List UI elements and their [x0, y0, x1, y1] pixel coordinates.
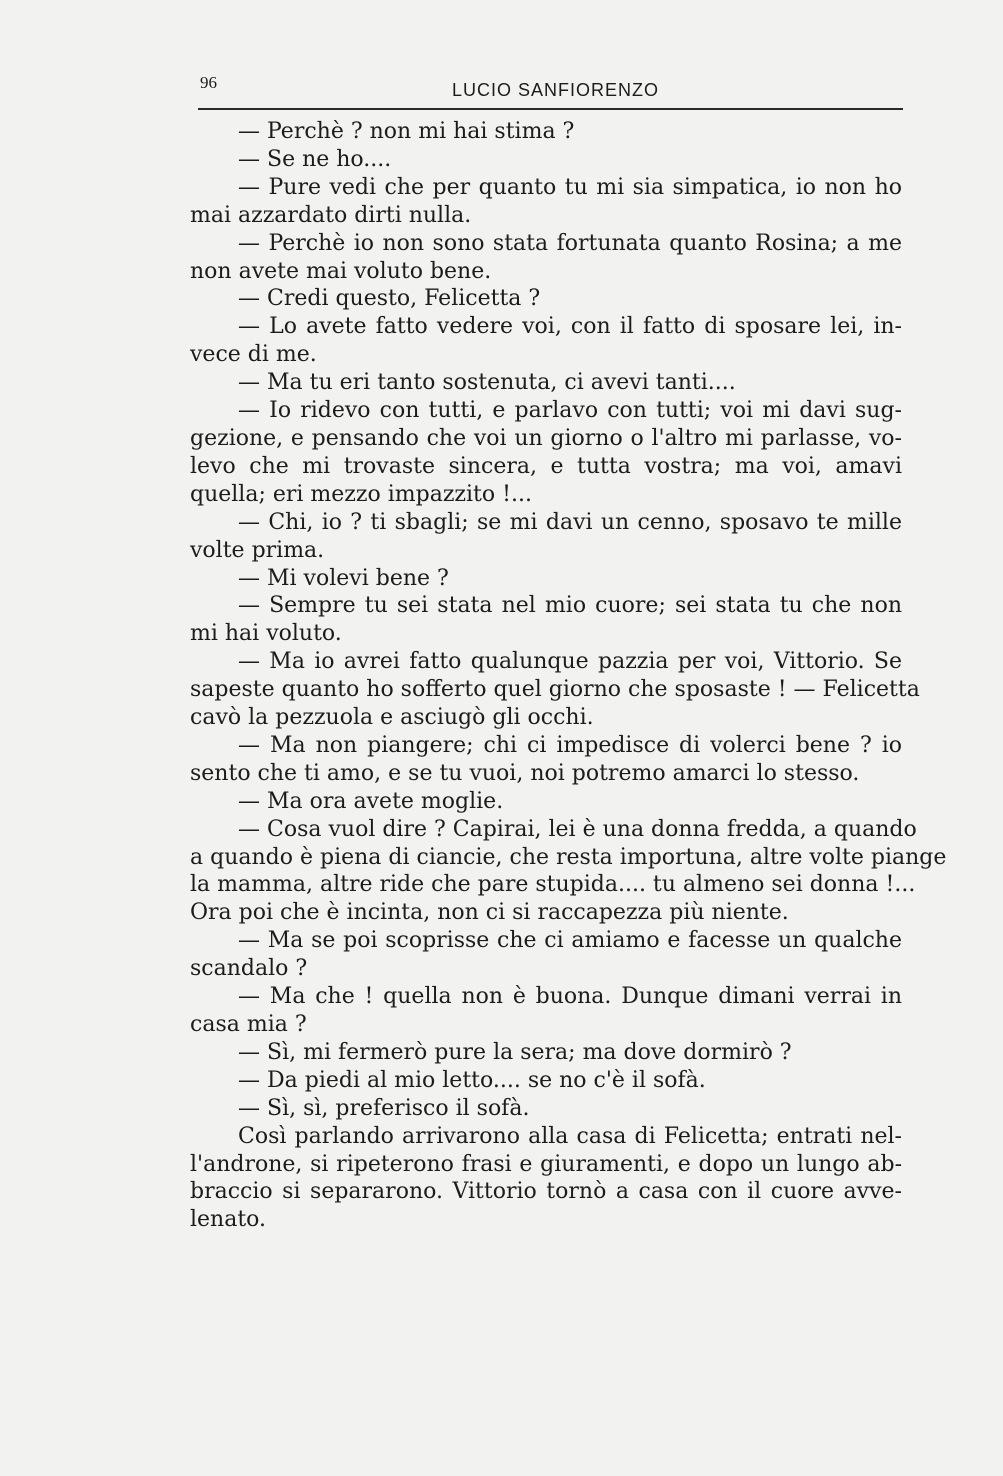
- paragraph: [190, 983, 902, 1039]
- text-line: — Sempre tu sei stata nel mio cuore; sei stata tu che non: [238, 593, 902, 619]
- text-line: a quando è piena di ciancie, che resta importuna, altre volte piange: [190, 844, 947, 870]
- text-line: Ora poi che è incinta, non ci si raccapezza più niente.: [190, 900, 789, 926]
- paragraph: [190, 313, 902, 369]
- text-line: — Sì, mi fermerò pure la sera; ma dove dormirò ?: [238, 1039, 792, 1065]
- paragraph: [190, 146, 902, 174]
- text-line: l'androne, si ripeterono frasi e giuramenti, e dopo un lungo ab-: [190, 1151, 902, 1177]
- paragraph: [190, 816, 947, 928]
- paragraph: [190, 397, 902, 509]
- text-line: — Pure vedi che per quanto tu mi sia simpatica, io non ho: [238, 174, 902, 200]
- paragraph: [190, 648, 920, 732]
- text-line: — Credi questo, Felicetta ?: [238, 286, 541, 312]
- text-line: — Perchè ? non mi hai stima ?: [238, 119, 575, 144]
- paragraph: [190, 1039, 902, 1067]
- text-line: — Ma io avrei fatto qualunque pazzia per voi, Vittorio. Se: [238, 649, 902, 675]
- text-line: — Ma non piangere; chi ci impedisce di volerci bene ? io: [238, 732, 902, 758]
- text-line: cavò la pezzuola e asciugò gli occhi.: [190, 705, 594, 731]
- text-line: non avete mai voluto bene.: [190, 258, 492, 284]
- text-line: — Da piedi al mio letto.... se no c'è il sofà.: [238, 1067, 706, 1093]
- paragraph: [190, 1095, 902, 1123]
- text-line: — Cosa vuol dire ? Capirai, lei è una donna fredda, a quando: [238, 816, 917, 842]
- text-line: levo che mi trovaste sincera, e tutta vostra; ma voi, amavi: [190, 453, 902, 479]
- text-line: — Mi volevi bene ?: [238, 565, 449, 591]
- text-line: lenato.: [190, 1207, 267, 1233]
- text-line: la mamma, altre ride che pare stupida.... tu almeno sei donna !...: [190, 872, 916, 898]
- paragraph: [190, 1123, 902, 1235]
- paragraph: [190, 927, 902, 983]
- paragraph: [190, 118, 902, 146]
- text-line: — Perchè io non sono stata fortunata quanto Rosina; a me: [238, 230, 902, 256]
- text-line: — Se ne ho....: [238, 146, 392, 172]
- text-line: scandalo ?: [190, 956, 308, 982]
- text-line: vece di me.: [190, 342, 317, 368]
- body-text: [190, 118, 947, 1234]
- paragraph: [190, 285, 902, 313]
- page-number: 96: [200, 73, 217, 92]
- paragraph: [190, 592, 902, 648]
- text-line: volte prima.: [190, 537, 325, 563]
- paragraph: [190, 509, 902, 565]
- running-head-title: LUCIO SANFIORENZO: [452, 80, 660, 100]
- text-line: mai azzardato dirti nulla.: [190, 202, 472, 228]
- text-line: sento che ti amo, e se tu vuoi, noi potremo amarci lo stesso.: [190, 760, 860, 786]
- paragraph: [190, 565, 902, 593]
- text-line: — Ma che ! quella non è buona. Dunque dimani verrai in: [238, 984, 902, 1010]
- text-line: Così parlando arrivarono alla casa di Felicetta; entrati nel-: [238, 1123, 902, 1149]
- paragraph: [190, 1067, 902, 1095]
- paragraph: [190, 369, 902, 397]
- text-line: — Sì, sì, preferisco il sofà.: [238, 1095, 530, 1121]
- paragraph: [190, 174, 902, 230]
- text-line: — Ma ora avete moglie.: [238, 788, 504, 814]
- text-line: gezione, e pensando che voi un giorno o l'altro mi parlasse, vo-: [190, 425, 902, 451]
- text-line: braccio si separarono. Vittorio tornò a casa con il cuore avve-: [190, 1179, 902, 1205]
- text-line: — Lo avete fatto vedere voi, con il fatto di sposare lei, in-: [238, 314, 902, 340]
- paragraph: [190, 788, 902, 816]
- text-line: mi hai voluto.: [190, 621, 342, 647]
- paragraph: [190, 732, 902, 788]
- header-rule: [198, 108, 903, 110]
- text-line: — Io ridevo con tutti, e parlavo con tutti; voi mi davi sug-: [238, 398, 902, 424]
- text-line: quella; eri mezzo impazzito !...: [190, 481, 532, 507]
- text-line: casa mia ?: [190, 1012, 307, 1037]
- paragraph: [190, 230, 902, 286]
- text-line: sapeste quanto ho sofferto quel giorno che sposaste ! — Felicetta: [190, 677, 920, 703]
- text-line: — Chi, io ? ti sbagli; se mi davi un cenno, sposavo te mille: [238, 509, 902, 535]
- text-line: — Ma tu eri tanto sostenuta, ci avevi tanti....: [238, 370, 736, 396]
- text-line: — Ma se poi scoprisse che ci amiamo e facesse un qualche: [238, 928, 902, 954]
